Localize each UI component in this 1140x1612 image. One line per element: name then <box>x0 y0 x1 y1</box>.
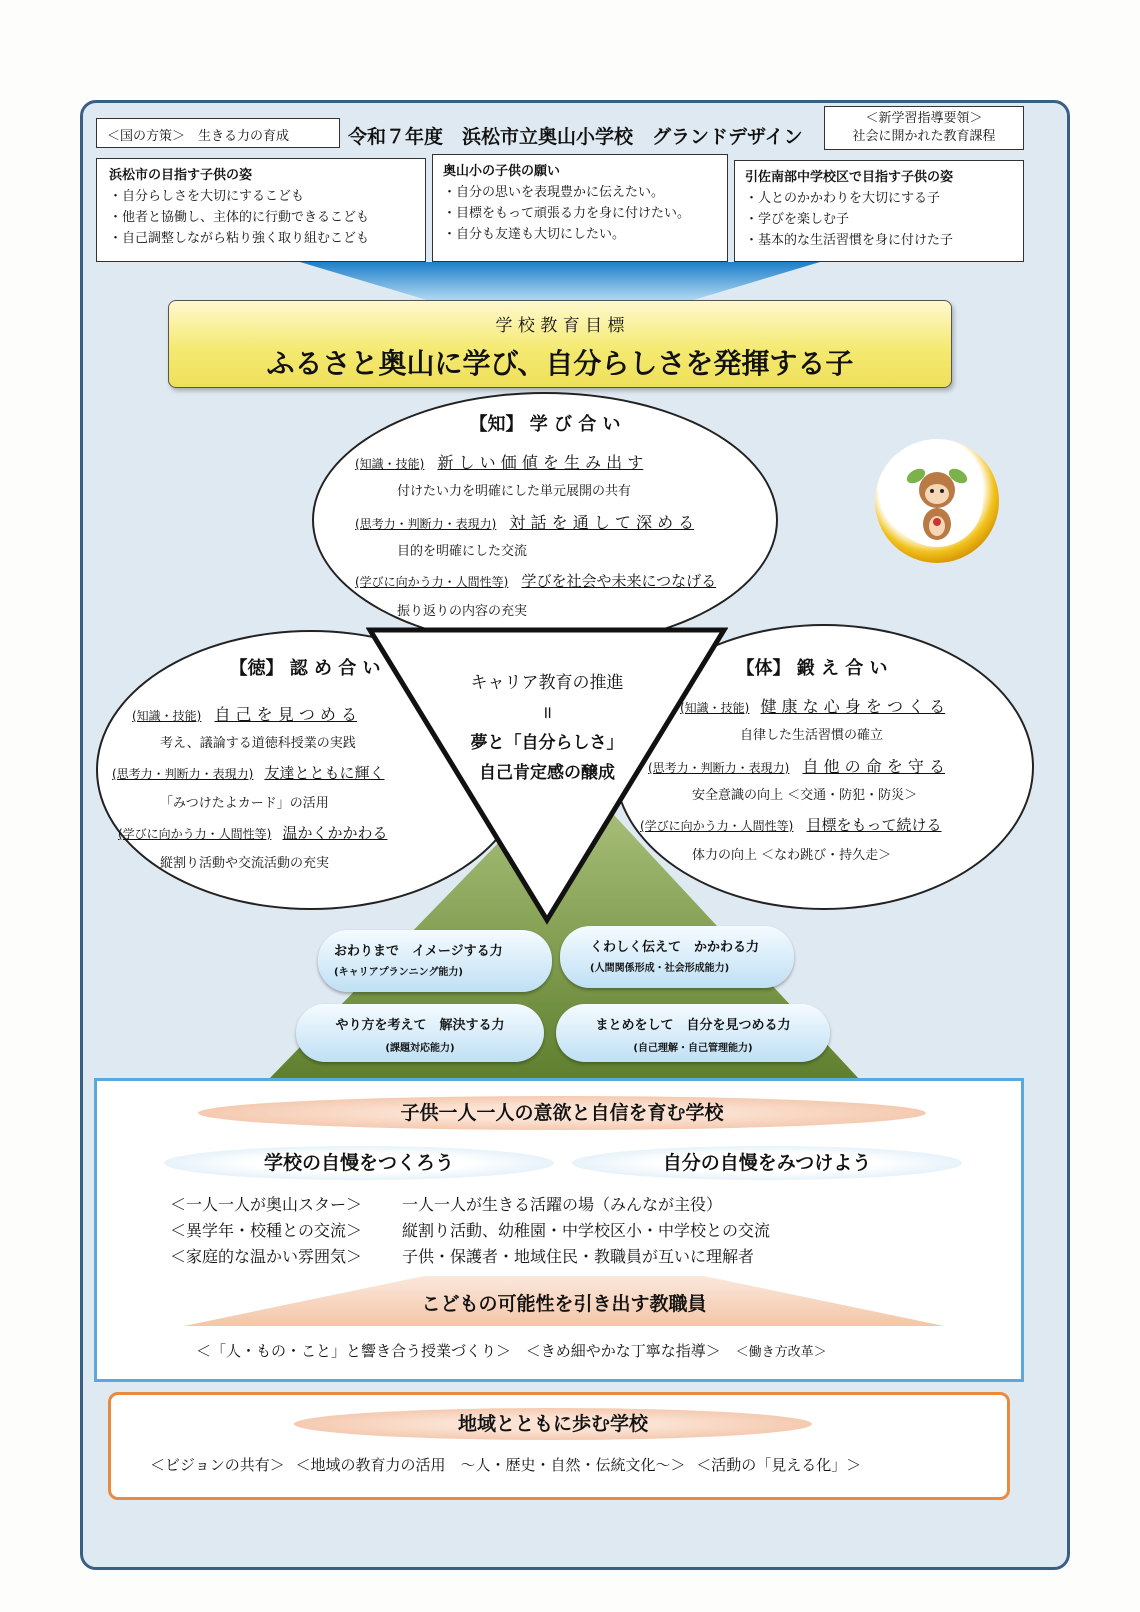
staff-item: ＜「人・もの・こと」と響き合う授業づくり＞ <box>196 1342 512 1360</box>
national-policy-box <box>96 118 340 148</box>
staff-items <box>196 1340 827 1361</box>
staff-title: こどもの可能性を引き出す教職員 <box>421 1293 707 1315</box>
tai-title: 【体】 鍛 え 合 い <box>736 658 888 679</box>
box-title: 浜松市の目指す子供の姿 <box>109 168 253 183</box>
row-head: 温かくかかわる <box>282 824 388 842</box>
list-item: ・自分も友達も大切にしたい。 <box>443 227 626 242</box>
ability-tag: (思考力・判断力・表現力) <box>648 761 790 775</box>
ability-tag: (知識・技能) <box>355 457 425 471</box>
national-policy: ＜国の方策＞ 生きる力の育成 <box>107 129 290 144</box>
list-item: ・目標をもって頑張る力を身に付けたい。 <box>443 206 691 221</box>
chi-title: 【知】 学 び 合 い <box>469 414 621 435</box>
row-head: 新 し い 価 値 を 生 み 出 す <box>437 453 644 472</box>
community-item: ＜ビジョンの共有＞ <box>150 1456 285 1474</box>
school-points <box>170 1192 770 1270</box>
row-head: 友達とともに輝く <box>264 764 385 782</box>
ability-tag: (学びに向かう力・人間性等) <box>118 827 272 841</box>
inasa-child-box <box>734 160 1024 262</box>
ability-tag: (思考力・判断力・表現力) <box>112 767 254 781</box>
row-desc: 振り返りの内容の充実 <box>397 604 528 619</box>
ability-main: やり方を考えて 解決する力 <box>335 1018 505 1033</box>
goal-text: ふるさと奥山に学び、自分らしさを発揮する子 <box>266 347 854 380</box>
career-line1: キャリア教育の推進 <box>470 673 624 693</box>
self-pride-pill <box>572 1146 962 1180</box>
ability-main: くわしく伝えて かかわる力 <box>590 940 760 955</box>
list-item: ・人とのかかわりを大切にする子 <box>745 191 941 206</box>
curriculum-box <box>824 106 1024 150</box>
point-value: 子供・保護者・地域住民・教職員が互いに理解者 <box>402 1247 755 1266</box>
row-head: 自 他 の 命 を 守 る <box>802 757 945 776</box>
goal-label: 学 校 教 育 目 標 <box>495 316 625 336</box>
hamamatsu-child-box <box>96 158 426 262</box>
ability-sub: (人間関係形成・社会形成能力) <box>590 963 730 974</box>
chi-rows <box>355 450 755 630</box>
career-line3: 夢と「自分らしさ」 <box>470 733 624 753</box>
row-desc: 目的を明確にした交流 <box>397 544 528 559</box>
school-title-banner <box>198 1096 926 1130</box>
ability-pill-relationship <box>560 926 794 988</box>
ability-tag: (知識・技能) <box>132 709 202 723</box>
career-text <box>430 668 664 788</box>
row-desc: 「みつけたよカード」の活用 <box>160 796 329 811</box>
curriculum-line2: 社会に開かれた教育課程 <box>852 129 996 144</box>
row-desc: 考え、議論する道徳科授業の実践 <box>160 736 356 751</box>
ability-tag: (知識・技能) <box>680 701 750 715</box>
row-desc: 付けたい力を明確にした単元展開の共有 <box>397 484 632 499</box>
curriculum-line1: ＜新学習指導要領＞ <box>865 111 983 126</box>
ability-sub: (課題対応能力) <box>385 1043 455 1054</box>
staff-item: ＜働き方改革＞ <box>735 1345 827 1360</box>
ability-tag: (学びに向かう力・人間性等) <box>355 575 509 589</box>
row-head: 目標をもって続ける <box>806 816 942 834</box>
row-head: 自 己 を 見 つ め る <box>214 705 357 724</box>
self-pride-text: 自分の自慢をみつけよう <box>662 1152 872 1174</box>
list-item: ・学びを楽しむ子 <box>745 212 850 227</box>
career-line4: 自己肯定感の醸成 <box>479 763 615 783</box>
ability-sub: (キャリアプランニング能力) <box>334 967 463 978</box>
ability-sub: (自己理解・自己管理能力) <box>633 1043 753 1054</box>
row-desc: 縦割り活動や交流活動の充実 <box>160 856 330 871</box>
box-title: 奥山小の子供の願い <box>443 164 561 179</box>
goal-banner <box>168 300 952 388</box>
row-head: 学びを社会や未来につなげる <box>521 572 717 590</box>
point-key: ＜異学年・校種との交流＞ <box>170 1221 363 1240</box>
community-items <box>150 1454 861 1475</box>
list-item: ・自分の思いを表現豊かに伝えたい。 <box>443 185 665 200</box>
community-item: ＜地域の教育力の活用 ～人・歴史・自然・伝統文化～＞ <box>295 1456 686 1474</box>
point-key: ＜家庭的な温かい雰囲気＞ <box>170 1247 363 1266</box>
row-head: 健 康 な 心 身 を つ く る <box>760 697 946 716</box>
row-desc: 安全意識の向上 ＜交通・防犯・防災＞ <box>692 788 918 803</box>
community-title-banner <box>294 1408 812 1440</box>
school-pride-text: 学校の自慢をつくろう <box>263 1152 454 1174</box>
ability-pill-career-planning <box>318 930 552 992</box>
box-title: 引佐南部中学校区で目指す子供の姿 <box>745 170 954 185</box>
toku-title: 【徳】 認 め 合 い <box>229 658 381 679</box>
school-pride-pill <box>164 1146 554 1180</box>
school-title: 子供一人一人の意欲と自信を育む学校 <box>400 1102 724 1124</box>
ability-tag: (思考力・判断力・表現力) <box>355 517 497 531</box>
okuyama-wish-box <box>432 154 728 262</box>
point-value: 一人一人が生きる活躍の場（みんなが主役） <box>402 1195 723 1214</box>
ability-pill-problem-solving <box>296 1004 544 1062</box>
ability-main: おわりまで イメージする力 <box>334 944 503 959</box>
list-item: ・基本的な生活習慣を身に付けた子 <box>745 233 954 248</box>
ability-pill-self-management <box>556 1004 830 1062</box>
career-line2: ॥ <box>541 703 553 723</box>
row-desc: 体力の向上 ＜なわ跳び・持久走＞ <box>692 848 892 863</box>
row-desc: 自律した生活習慣の確立 <box>740 728 884 743</box>
community-title: 地域とともに歩む学校 <box>457 1413 648 1435</box>
community-item: ＜活動の「見える化」＞ <box>696 1456 862 1474</box>
ability-main: まとめをして 自分を見つめる力 <box>595 1018 791 1033</box>
point-value: 縦割り活動、幼稚園・中学校区小・中学校との交流 <box>402 1221 771 1240</box>
page-title: 令和７年度 浜松市立奥山小学校 グランドデザイン <box>348 126 803 148</box>
list-item: ・自己調整しながら粘り強く取り組むこども <box>109 231 370 246</box>
list-item: ・他者と協働し、主体的に行動できるこども <box>109 210 370 225</box>
mascot-monkey-icon <box>872 436 1002 566</box>
staff-item: ＜きめ細やかな丁寧な指導＞ <box>525 1342 721 1360</box>
point-key: ＜一人一人が奥山スター＞ <box>170 1195 363 1214</box>
list-item: ・自分らしさを大切にするこども <box>109 189 305 204</box>
ability-tag: (学びに向かう力・人間性等) <box>640 819 794 833</box>
row-head: 対 話 を 通 し て 深 め る <box>509 513 695 532</box>
